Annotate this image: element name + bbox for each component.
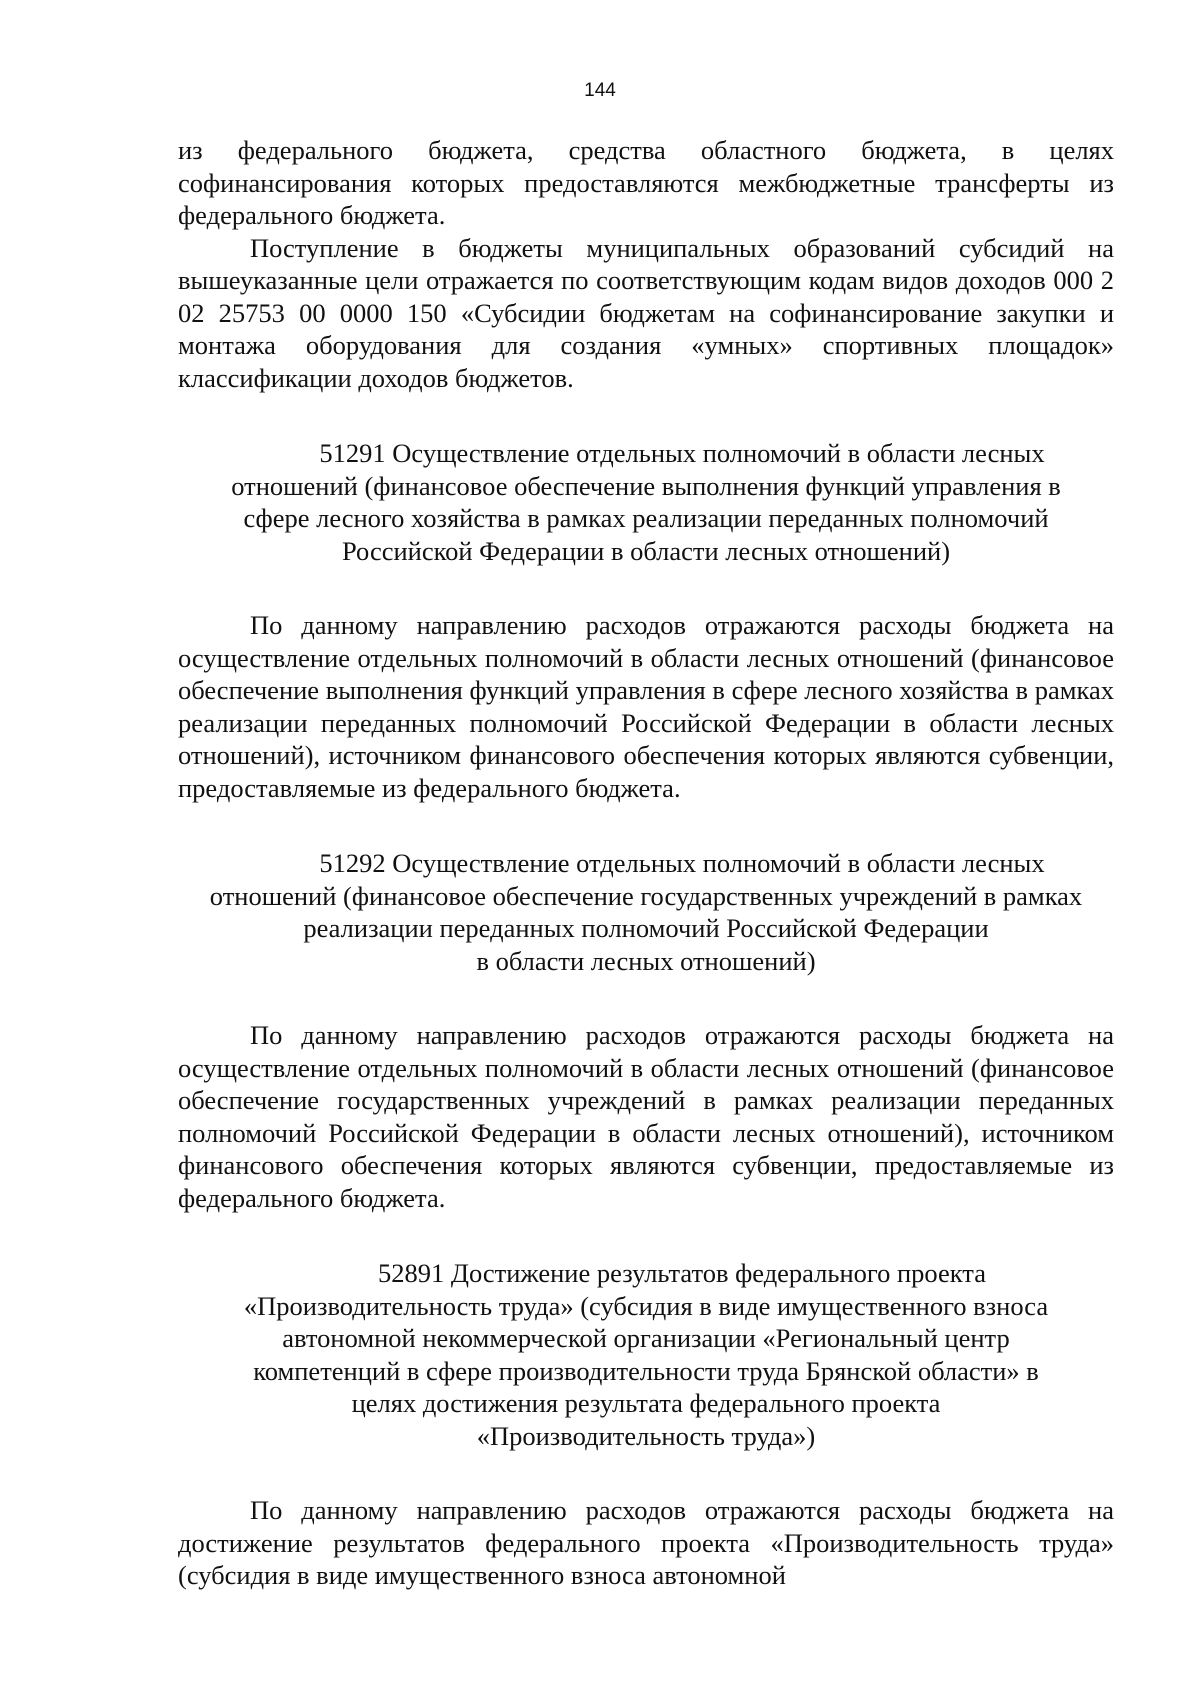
paragraph-52891-description: По данному направлению расходов отражаются расходы бюджета на достижение результатов федерального проекта «Производительность труда» (субсидия в виде имущественного взноса автономной [178,1495,1114,1590]
heading-line: 51292 Осуществление отдельных полномочий в области лесных [319,848,1045,878]
heading-line: в области лесных отношений) [476,945,816,976]
heading-line: сфере лесного хозяйства в рамках реализации переданных полномочий [243,503,1049,533]
paragraph-revenue-codes: Поступление в бюджеты муниципальных образований субсидий на вышеуказанные цели отражается по соответствующим кодам видов доходов 000 2 02 25753 00 0000 150 «Субсидии бюджетам на софинансирование закупки и монтажа оборудования для создания «умных» спортивных площадок» классификации доходов бюджетов. [178,232,1114,393]
heading-line: «Производительность труда») [476,1420,816,1451]
paragraph-51292-description: По данному направлению расходов отражаются расходы бюджета на осуществление отдельных полномочий в области лесных отношений (финансовое обеспечение государственных учреждений в рамках реализации переданных полномочий Российской Федерации в области лесных отношений), источником финансового обеспечения которых являются субвенции, предоставляемые из федерального бюджета. [178,1020,1114,1213]
heading-line: отношений (финансовое обеспечение государственных учреждений в рамках [209,880,1083,911]
section-heading-51291 [178,437,1114,567]
heading-line: 51291 Осуществление отдельных полномочий в области лесных [319,438,1045,468]
document-body [178,134,1114,1592]
heading-line: целях достижения результата федерального проекта [351,1388,941,1418]
heading-line: «Производительность труда» (субсидия в виде имущественного взноса [243,1290,1049,1321]
heading-line: 52891 Достижение результатов федерального проекта [378,1258,986,1288]
page-number: 144 [584,80,616,101]
heading-line: автономной некоммерческой организации «Региональный центр [282,1323,1010,1353]
heading-line: компетенций в сфере производительности труда Брянской области» в [253,1355,1039,1386]
section-heading-51292 [178,847,1114,977]
heading-line: отношений (финансовое обеспечение выполнения функций управления в [231,470,1061,501]
heading-line: Российской Федерации в области лесных отношений) [341,535,951,566]
heading-line: реализации переданных полномочий Российской Федерации [303,913,989,943]
paragraph-51291-description: По данному направлению расходов отражаются расходы бюджета на осуществление отдельных полномочий в области лесных отношений (финансовое обеспечение выполнения функций управления в сфере лесного хозяйства в рамках реализации переданных полномочий Российской Федерации в области лесных отношений), источником финансового обеспечения которых являются субвенции, предоставляемые из федерального бюджета. [178,610,1114,803]
section-heading-52891 [178,1257,1114,1452]
paragraph-continuation: из федерального бюджета, средства областного бюджета, в целях софинансирования которых предоставляются межбюджетные трансферты из федерального бюджета. [178,135,1114,230]
